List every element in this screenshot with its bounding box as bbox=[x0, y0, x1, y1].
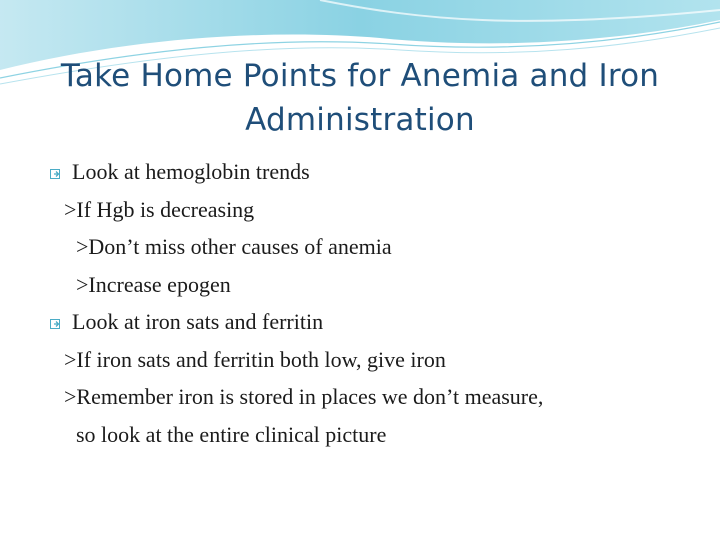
sub-item bbox=[50, 269, 700, 307]
bullet-text: >If Hgb is decreasing bbox=[64, 196, 255, 222]
bullet-item bbox=[50, 156, 700, 194]
checkbox-arrow-icon bbox=[50, 308, 72, 339]
bullet-text: >Remember iron is stored in places we don’t measure, bbox=[64, 384, 544, 409]
bullet-item bbox=[50, 306, 700, 344]
slide-title: Take Home Points for Anemia and Iron Administration bbox=[60, 58, 660, 138]
sub-item bbox=[50, 344, 700, 382]
bullet-text: so look at the entire clinical picture bbox=[76, 421, 387, 447]
bullet-text: Look at hemoglobin trends bbox=[72, 159, 310, 184]
sub-item bbox=[50, 194, 700, 232]
bullet-list bbox=[50, 156, 700, 456]
sub-item-continuation bbox=[50, 419, 700, 457]
bullet-text: >Don’t miss other causes of anemia bbox=[76, 234, 392, 259]
checkbox-arrow-icon bbox=[50, 158, 72, 189]
bullet-text: Look at iron sats and ferritin bbox=[72, 309, 324, 334]
bullet-text: >If iron sats and ferritin both low, give iron bbox=[64, 346, 446, 372]
sub-item bbox=[50, 231, 700, 269]
sub-item bbox=[50, 381, 700, 419]
bullet-text: >Increase epogen bbox=[76, 271, 231, 297]
